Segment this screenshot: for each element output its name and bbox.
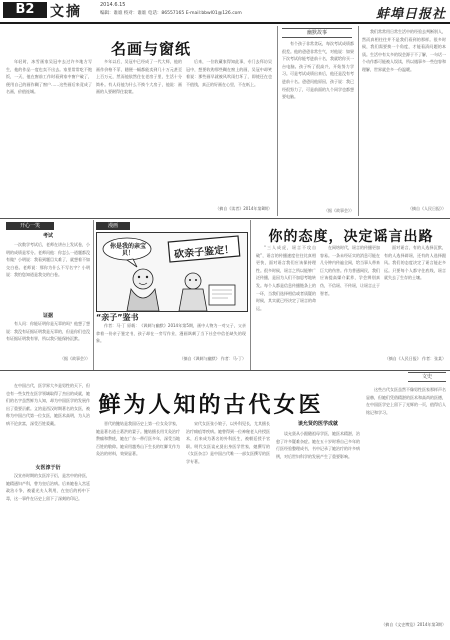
history-column: 在中国古代，医学界大多是男性的天下，但也有一些女性在医学领域取得了杰出的成就，她们的名字虽然鲜为人知，却为中国医学的发展作出了重要贡献。义妁是西汉时期著名的女医，被称为中国古代第一位女医，她医术高明，为人治病不论贫富，深受百姓爱戴。 xyxy=(6,383,90,426)
editorial-credit: （摘自《人民日报》 作者：张某） xyxy=(384,356,446,361)
history-subtitle: 谈允贤的医学成就 xyxy=(297,421,338,427)
masthead-rule xyxy=(0,22,450,24)
sidebar-text: 有个孩子非常贪玩，每次考试成绩都很差。他的爸爸非常生气，对他说：如果下次考试你能考进前十名，我就给你买一台电脑。孩子听了很高兴，开始努力学习。可是考试成绩出来后，他还是没有考进前十名。爸爸问他原因，孩子说：我已经很努力了，可是前面的九个同学也都想要电脑。 xyxy=(282,41,354,100)
sidebar-credit: （据《故事会》） xyxy=(324,208,354,213)
editorial-column: 面对谣言，有的人选择沉默，有的人选择辟谣，还有的人选择跟风。我们的态度决定了谣言能走多远。只要每个人都守住底线，谣言就失去了生存的土壤。 xyxy=(384,245,446,281)
section-title: 文摘 xyxy=(50,4,82,20)
page-number: B2 xyxy=(3,2,47,18)
masthead xyxy=(0,0,450,22)
issue-date: 2014.6.15 xyxy=(100,2,126,8)
article-column: 后来，一位收藏家得知此事，专门去拜访吴冠中，想要收购那些糊在窗上的画，吴冠中却笑着说：那些画早就被风吹雨打坏了，即使还在也不值钱，真正的好画在心里，不在纸上。 xyxy=(186,59,272,87)
joke-title-2: 证据 xyxy=(42,313,53,319)
cartoon-speech: 你是我的亲宝贝！ xyxy=(109,243,146,257)
far-right-credit: （摘自《人民日报》） xyxy=(408,206,446,211)
editorial-column: 在网络时代，谣言的传播更加容易。一条未经证实的消息可能在几分钟内传遍全网，给当事人带来巨大的伤害。作为普通网民，我们应该提高媒介素养，学会辨别真伪，不信谣、不传谣，让谣言止于智者。 xyxy=(320,245,380,296)
joke-text: 一次数学考试后，老师在讲台上发试卷，小明的成绩是零分。老师问他：你怎么一道题都没有做？小明说：我看到题目太难了，就想着不如交白卷。老师说：那你为什么不写名字？小明说：我怕您知道是我交的白卷。 xyxy=(6,242,90,278)
editorial-column: “三人成虎，谣言不攻自破”，谣言的传播速度往往比真相更快，面对谣言我们应该保持理性。很多时候，谣言之所以能够广泛传播，是因为人们不加思考地转发。每个人都是信息传播链条上的一环，当我们选择相信或者质疑的时候，其实就已经决定了谣言的命运。 xyxy=(256,245,316,311)
joke-title: 考试 xyxy=(42,233,53,239)
article-title: 名画与窗纸 xyxy=(110,40,191,58)
article-credit: （摘自《读者》2014年第8期） xyxy=(215,206,272,211)
history-column: 汉宣帝时期的女医淳于衍，是宫中的侍医，她精通妇产科，曾为皇后治病。后来她卷入宫廷政治斗争，被霍光夫人利用，在皇后的药中下毒，这一事件在历史上留下了深刻的印记。 xyxy=(6,473,90,501)
history-subtitle: 女医淳于衍 xyxy=(35,465,61,471)
editor-info: 编辑：谁谁 校对：谁谁 电话：86557165 E-mail:bbwl01@126.com xyxy=(100,11,242,16)
history-credit: （摘自《文史博览》2014年第3期） xyxy=(381,622,446,627)
section-rule xyxy=(0,218,450,219)
history-column: 宋代女医张小娘子，以外科见长，尤其擅长治疗痈疽等疾病。她曾得到一位神秘老人传授医术，后来成为著名的外科医生，被朝廷授予官职。明代女医谈允贤出身医学世家，她撰写的《女医杂言》是中国古代唯一一部女医撰写的医学专著。 xyxy=(186,421,270,464)
history-title: 鲜为人知的古代女医 xyxy=(98,392,324,418)
cartoon-banner: 砍亲子鉴定！ xyxy=(173,244,235,261)
newspaper-name: 蚌埠日报社 xyxy=(375,7,446,22)
article-column: 多年以后，吴冠中已经成了一代大师，他的画作价格不菲，随便一幅都能卖到几十万元甚至上百万元，然而他依然住在老房子里，生活十分简朴。有人问他为什么不换个大房子，他说：画画的人要耐得住寂寞。 xyxy=(96,59,182,95)
column-divider xyxy=(93,220,94,370)
section-rule xyxy=(0,370,450,371)
column-divider xyxy=(358,26,359,216)
joke-credit: （据《故事会》） xyxy=(60,356,90,361)
cartoon-credit: （摘自《讽刺与幽默》 作者：马·丁） xyxy=(179,356,246,361)
editorial-title: 你的态度，决定谣言出路 xyxy=(268,229,434,245)
joke-tag: 开心一笑 xyxy=(6,222,54,230)
article-column: 年轻时，冰雪画家吴冠中去过许多地方写生，他的作品一度也卖不出去。家里常常吃不饱饭，一天，他在窗前工作时看到家中窗户破了，便用自己的画作糊了窗户……这些画后来竟成了名画，价值连城。 xyxy=(6,59,92,95)
history-tag: 文史 xyxy=(408,372,446,382)
history-column: 这些古代女医虽然不像男性医家那样声名显赫，但她们凭借精湛的医术和高尚的医德，在中国医学史上留下了光辉的一页，值得后人铭记和学习。 xyxy=(366,387,446,415)
sidebar-tag: 幽默故事 xyxy=(282,28,352,38)
history-column: 晋代的鲍姑是我国历史上第一位女灸学家，她是著名道士葛洪的妻子。鲍姑擅长用艾灸治疗赘瘤和赘疣，她在广东一带行医多年，深受当地百姓的敬仰。她采用越秀山下生长的红脚艾作为灸治的材料，效果显著。 xyxy=(96,421,180,457)
history-column: 谈允贤从小跟随祖母学医，她医术精湛，治愈了许多疑难杂症。她在五十岁时将自己多年的行医经验整理成书，书中记录了她治疗的许多病例，对后世妇科学的发展产生了重要影响。 xyxy=(276,431,360,459)
column-divider xyxy=(250,220,251,370)
far-right-text: 我们常常用日常生活中的经验去判断别人，然而真相往往并不是我们看到的那样。很多时候，我们需要换一个角度，才能看清问题的本质。生活中有太多的误会源于不了解，一句话一个动作都可能被人误读，所以遇事多一些包容和理解，世界就会多一份温暖。 xyxy=(362,29,446,72)
joke-text-2: 有人问：你能证明你是无辜的吗？他想了想说：我没有证据证明我是无辜的，但是你们也没有证据证明我有罪，所以我只能保持沉默。 xyxy=(6,321,90,342)
cartoon-image xyxy=(96,232,248,312)
cartoon-title: “亲子”鉴书 xyxy=(96,313,139,322)
column-divider xyxy=(277,26,278,216)
cartoon-tag: 漫画 xyxy=(96,222,130,230)
cartoon-caption: 作者：马·丁 原载：《讽刺与幽默》2014年第5期，画中人物为一对父子，父亲拿着一份亲子鉴定书，孩子却在一旁写作业，漫画讽刺了当下社会中信任缺失的现象。 xyxy=(96,323,246,344)
